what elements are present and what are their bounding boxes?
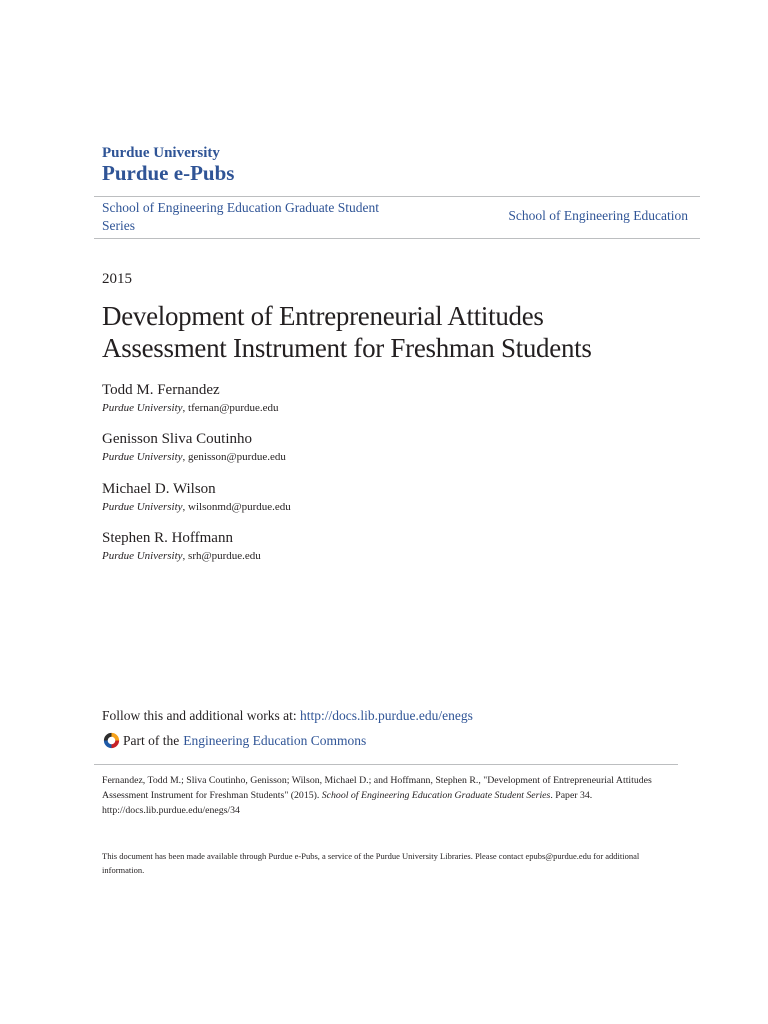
author-3	[102, 480, 291, 515]
author-4	[102, 529, 261, 564]
collection-link[interactable]: http://docs.lib.purdue.edu/enegs	[300, 708, 473, 723]
author-affiliation	[102, 549, 261, 564]
affiliation-name: Purdue University	[102, 402, 183, 414]
author-affiliation	[102, 500, 291, 515]
divider	[94, 764, 678, 765]
citation-url[interactable]: http://docs.lib.purdue.edu/enegs/34	[102, 805, 240, 816]
affiliation-name: Purdue University	[102, 550, 183, 562]
author-name: Michael D. Wilson	[102, 481, 216, 497]
epubs-link[interactable]: Purdue e-Pubs	[102, 161, 235, 185]
paper-title	[102, 300, 702, 364]
university-link[interactable]: Purdue University	[102, 145, 220, 161]
follow-label: Follow this and additional works at:	[102, 708, 300, 723]
part-of-line	[102, 731, 366, 750]
author-name: Stephen R. Hoffmann	[102, 530, 233, 546]
network-commons-icon	[102, 731, 121, 750]
citation-paper: . Paper 34.	[550, 790, 593, 801]
author-2	[102, 430, 286, 465]
availability-note: This document has been made available through Purdue e-Pubs, a service of the Purdue University Libraries. Please contact epubs@purdue.edu for additional information.	[102, 851, 640, 875]
title-line-1: Development of Entrepreneurial Attitudes	[102, 301, 544, 331]
author-name: Todd M. Fernandez	[102, 382, 220, 398]
citation	[102, 773, 662, 818]
affiliation-name: Purdue University	[102, 501, 183, 513]
follow-line	[102, 708, 473, 724]
author-email: , tfernan@purdue.edu	[182, 402, 279, 414]
affiliation-name: Purdue University	[102, 451, 183, 463]
part-of-label: Part of the	[123, 732, 180, 748]
graduate-series-link[interactable]: School of Engineering Education Graduate Student Series	[102, 200, 380, 233]
author-name: Genisson Sliva Coutinho	[102, 431, 253, 447]
series-bar	[94, 196, 700, 239]
author-email: , genisson@purdue.edu	[182, 451, 286, 463]
publication-year: 2015	[102, 271, 132, 287]
author-1	[102, 381, 279, 416]
author-email: , srh@purdue.edu	[182, 550, 261, 562]
author-affiliation	[102, 401, 279, 416]
school-link[interactable]: School of Engineering Education	[508, 208, 688, 223]
commons-link[interactable]: Engineering Education Commons	[183, 732, 367, 748]
citation-series: School of Engineering Education Graduate Student Series	[321, 790, 551, 801]
author-email: , wilsonmd@purdue.edu	[182, 501, 291, 513]
citation-text: Fernandez, Todd M.; Sliva Coutinho, Genisson; Wilson, Michael D.; and Hoffmann, Stephen R., "Development of Entrepreneurial Attitudes Assessment Instrument for Freshman Students" (2015).	[102, 775, 652, 801]
title-line-2: Assessment Instrument for Freshman Students	[102, 333, 592, 363]
author-affiliation	[102, 450, 286, 465]
